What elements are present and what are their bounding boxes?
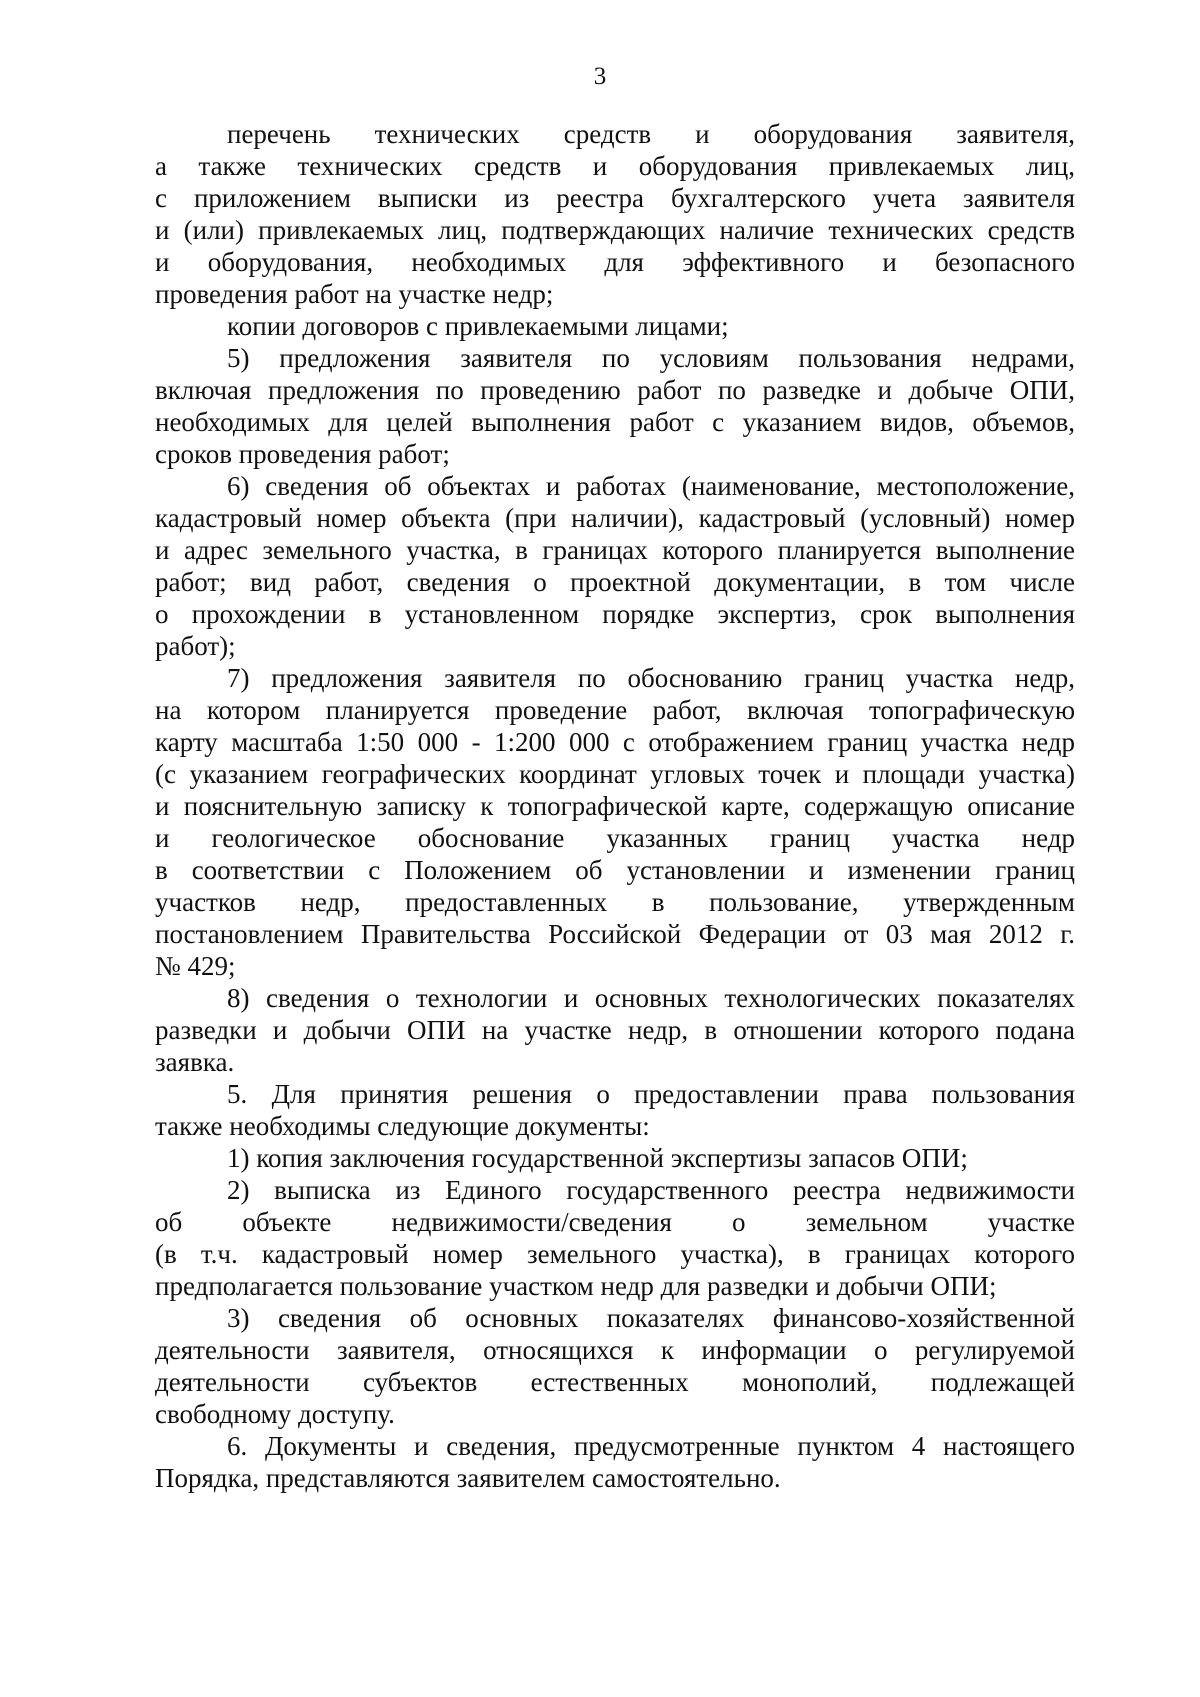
paragraph: [155, 1078, 1075, 1142]
text-line: 1) копия заключения государственной экспертизы запасов ОПИ;: [227, 1143, 968, 1173]
text-line: (в т.ч. кадастровый номер земельного участка), в границах которого: [155, 1239, 1075, 1269]
text-line: в соответствии с Положением об установлении и изменении границ: [155, 855, 1075, 885]
text-line: 5. Для принятия решения о предоставлении права пользования: [227, 1079, 1075, 1109]
text-line: № 429;: [155, 951, 236, 981]
text-line: об объекте недвижимости/сведения о земельном участке: [155, 1207, 1075, 1237]
text-line: на котором планируется проведение работ, включая топографическую: [155, 695, 1075, 725]
text-line: работ);: [155, 631, 236, 661]
text-line: кадастровый номер объекта (при наличии), кадастровый (условный) номер: [155, 503, 1075, 533]
text-line: постановлением Правительства Российской Федерации от 03 мая 2012 г.: [155, 919, 1075, 949]
text-line: 2) выписка из Единого государственного реестра недвижимости: [227, 1175, 1075, 1205]
text-line: о прохождении в установленном порядке экспертиз, срок выполнения: [155, 599, 1075, 629]
text-line: копии договоров с привлекаемыми лицами;: [227, 311, 729, 341]
text-line: проведения работ на участке недр;: [155, 279, 554, 309]
text-line: также необходимы следующие документы:: [155, 1111, 650, 1141]
page-number: 3: [593, 63, 607, 90]
text-line: с приложением выписки из реестра бухгалтерского учета заявителя: [155, 183, 1075, 213]
paragraph: [155, 118, 1075, 310]
paragraph: [155, 342, 1075, 470]
paragraph: [155, 310, 1075, 342]
text-line: и оборудования, необходимых для эффективного и безопасного: [155, 247, 1075, 277]
text-line: деятельности заявителя, относящихся к информации о регулируемой: [155, 1335, 1075, 1365]
text-line: заявка.: [155, 1047, 235, 1077]
text-line: 5) предложения заявителя по условиям пользования недрами,: [227, 343, 1075, 373]
paragraph: [155, 470, 1075, 662]
paragraph: [155, 982, 1075, 1078]
text-line: 7) предложения заявителя по обоснованию границ участка недр,: [227, 663, 1075, 693]
text-line: предполагается пользование участком недр для разведки и добычи ОПИ;: [155, 1271, 997, 1301]
text-line: и пояснительную записку к топографической карте, содержащую описание: [155, 791, 1075, 821]
text-line: включая предложения по проведению работ по разведке и добыче ОПИ,: [155, 375, 1075, 405]
text-line: работ; вид работ, сведения о проектной документации, в том числе: [155, 567, 1075, 597]
text-line: Порядка, представляются заявителем самостоятельно.: [155, 1463, 781, 1493]
text-line: перечень технических средств и оборудования заявителя,: [227, 119, 1075, 149]
paragraph: [155, 1174, 1075, 1302]
document-body: [155, 118, 1075, 1494]
text-line: сроков проведения работ;: [155, 439, 450, 469]
text-line: и геологическое обоснование указанных границ участка недр: [155, 823, 1075, 853]
text-line: 6) сведения об объектах и работах (наименование, местоположение,: [227, 471, 1075, 501]
paragraph: [155, 1142, 1075, 1174]
text-line: 3) сведения об основных показателях финансово-хозяйственной: [227, 1303, 1075, 1333]
text-line: и адрес земельного участка, в границах которого планируется выполнение: [155, 535, 1075, 565]
text-line: 6. Документы и сведения, предусмотренные пунктом 4 настоящего: [227, 1431, 1075, 1461]
text-line: карту масштаба 1:50 000 - 1:200 000 с отображением границ участка недр: [155, 727, 1075, 757]
text-line: деятельности субъектов естественных монополий, подлежащей: [155, 1367, 1075, 1397]
paragraph: [155, 1430, 1075, 1494]
text-line: необходимых для целей выполнения работ с указанием видов, объемов,: [155, 407, 1075, 437]
text-line: и (или) привлекаемых лиц, подтверждающих наличие технических средств: [155, 215, 1075, 245]
text-line: участков недр, предоставленных в пользование, утвержденным: [155, 887, 1075, 917]
text-line: (с указанием географических координат угловых точек и площади участка): [155, 759, 1075, 789]
paragraph: [155, 662, 1075, 982]
text-line: разведки и добычи ОПИ на участке недр, в отношении которого подана: [155, 1015, 1075, 1045]
paragraph: [155, 1302, 1075, 1430]
text-line: свободному доступу.: [155, 1399, 395, 1429]
text-line: 8) сведения о технологии и основных технологических показателях: [227, 983, 1075, 1013]
text-line: а также технических средств и оборудования привлекаемых лиц,: [155, 151, 1075, 181]
